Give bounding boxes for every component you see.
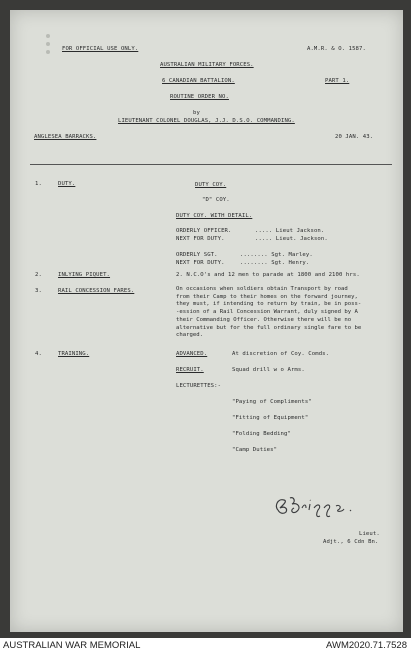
location: ANGLESEA BARRACKS. [34, 134, 97, 140]
orderly-sgt-label: ORDERLY SGT. [176, 252, 218, 258]
detail-heading: DUTY COY. WITH DETAIL. [176, 213, 253, 219]
order-reference: A.M.R. & O. 1587. [307, 46, 366, 52]
recruit-text: Squad drill w o Arms. [232, 367, 305, 373]
rail-line: charged. [176, 332, 203, 339]
routine-order-title: ROUTINE ORDER NO. [170, 94, 229, 100]
by-label: by [193, 110, 200, 116]
handwritten-signature [272, 492, 372, 518]
rail-paragraph [176, 286, 401, 340]
duty-coy-heading: DUTY COY. [195, 182, 227, 188]
rail-line: -ession of a Rail Concession Warrant, duly signed by A [176, 309, 358, 316]
next-officer-name: ..... Lieut. Jackson. [255, 236, 328, 242]
signatory-appointment: Adjt., 6 Cdn Bn. [323, 539, 379, 545]
lecture-item: "Paying of Compliments" [232, 399, 312, 405]
rail-line: their Commanding Officer. Otherwise there will be no [176, 316, 352, 323]
header-divider [30, 164, 392, 165]
item-1-number: 1. [35, 181, 42, 187]
next-sgt-label: NEXT FOR DUTY. [176, 260, 225, 266]
item-3-number: 3. [35, 288, 42, 294]
archive-footer [0, 638, 411, 653]
rail-line: they must, if intending to return by train, be in poss- [176, 301, 362, 308]
archive-name: AUSTRALIAN WAR MEMORIAL [3, 640, 141, 651]
rail-line: On occasions when soldiers obtain Transport by road [176, 286, 348, 292]
item-1-label: DUTY. [58, 181, 76, 187]
lecture-item: "Folding Bedding" [232, 431, 291, 437]
item-2-label: INLYING PIQUET. [58, 272, 111, 278]
signatory-rank: Lieut. [359, 531, 380, 537]
next-officer-label: NEXT FOR DUTY. [176, 236, 225, 242]
recruit-label: RECRUIT. [176, 367, 204, 373]
lecture-item: "Camp Duties" [232, 447, 278, 453]
next-sgt-name: ........ Sgt. Henry. [240, 260, 310, 266]
orderly-officer-name: ..... Lieut Jackson. [255, 228, 325, 234]
item-4-number: 4. [35, 351, 42, 357]
commander-line: LIEUTENANT COLONEL DOUGLAS, J.J. D.S.O. COMMANDING. [118, 118, 295, 124]
archive-reference: AWM2020.71.7528 [326, 640, 407, 651]
advanced-label: ADVANCED. [176, 351, 208, 357]
duty-coy: "D" COY. [202, 197, 230, 203]
item-3-label: RAIL CONCESSION FARES. [58, 288, 135, 294]
rail-line: alternative but for the full ordinary single fare to be [176, 324, 362, 331]
classification: FOR OFFICIAL USE ONLY. [62, 46, 139, 52]
item-2-number: 2. [35, 272, 42, 278]
lecturettes-label: LECTURETTES:- [176, 383, 222, 389]
document-page [10, 10, 403, 632]
orderly-officer-label: ORDERLY OFFICER. [176, 228, 232, 234]
advanced-text: At discretion of Coy. Comds. [232, 351, 330, 357]
item-2-text: 2. N.C.O's and 12 men to parade at 1800 and 2100 hrs. [176, 272, 360, 278]
order-date: 20 JAN. 43. [335, 134, 374, 140]
battalion-title: 6 CANADIAN BATTALION. [162, 78, 235, 84]
part-label: PART 1. [325, 78, 350, 84]
lecture-item: "Fitting of Equipment" [232, 415, 309, 421]
item-4-label: TRAINING. [58, 351, 90, 357]
rail-line: from their Camp to their homes on the forward journey, [176, 293, 358, 300]
orderly-sgt-name: ........ Sgt. Marley. [240, 252, 313, 258]
force-title: AUSTRALIAN MILITARY FORCES. [160, 62, 254, 68]
